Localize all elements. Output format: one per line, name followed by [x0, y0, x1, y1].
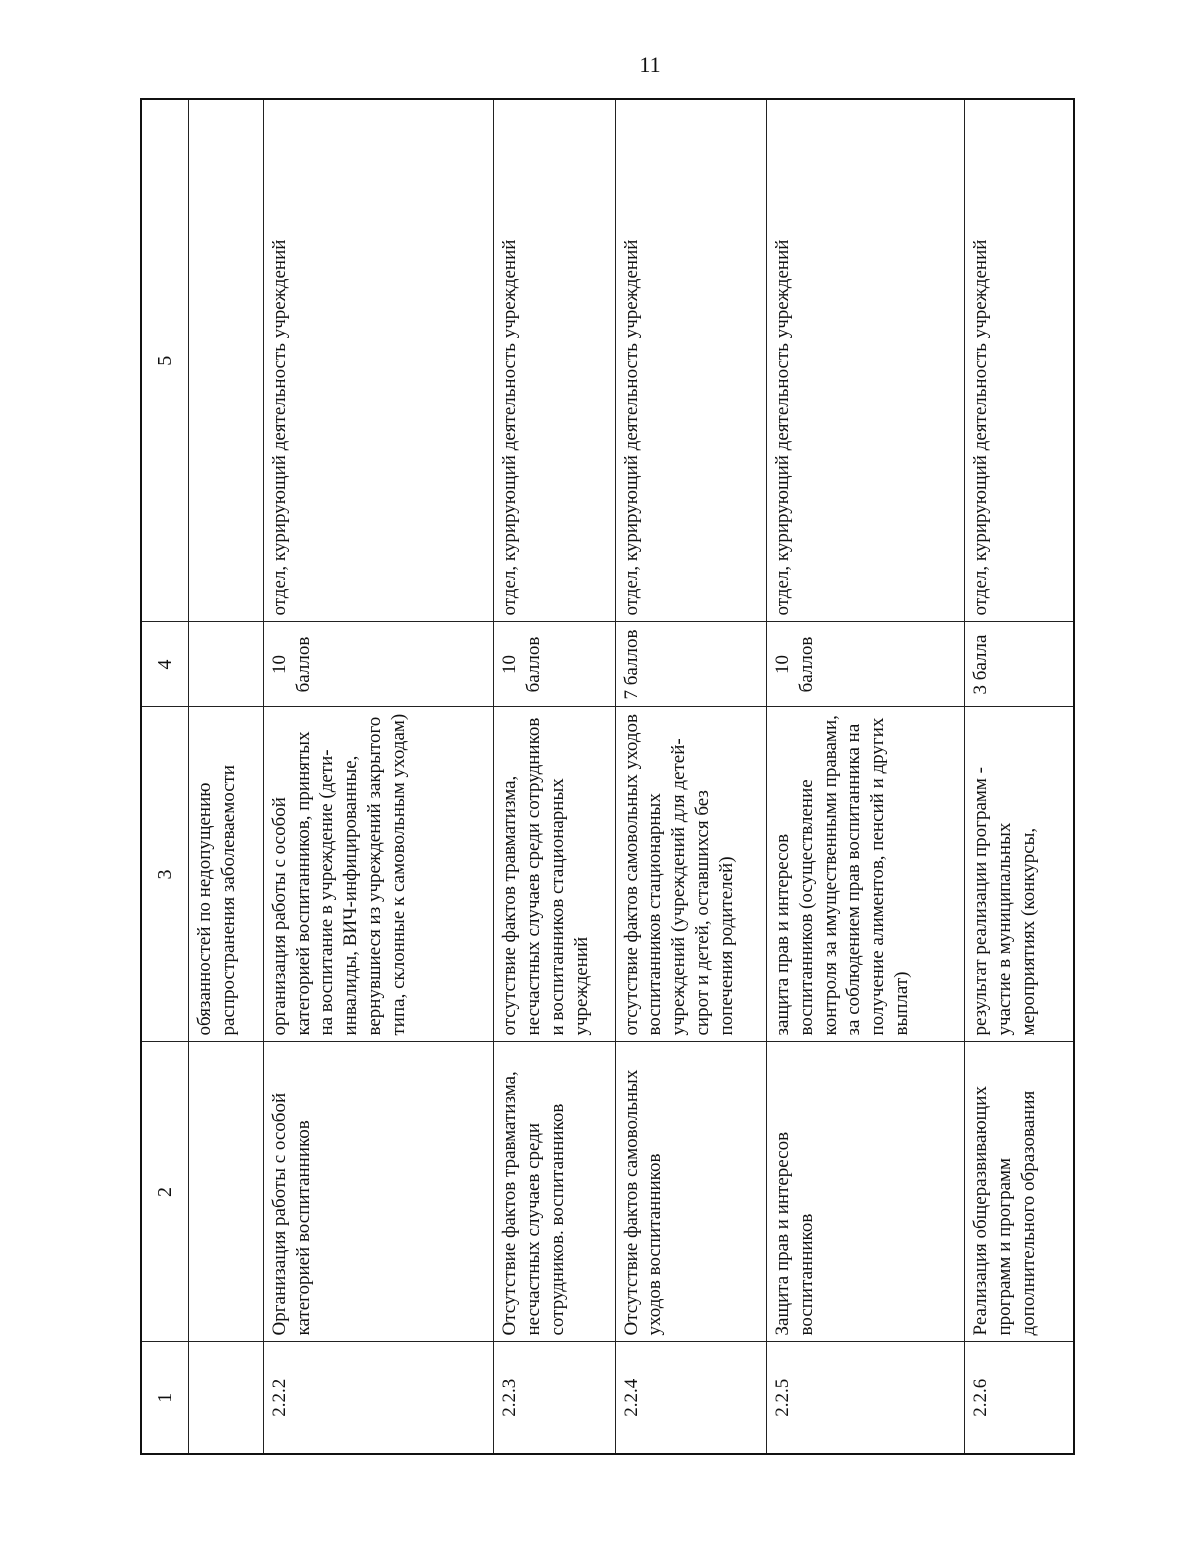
- cell-score: 10 баллов: [494, 622, 615, 707]
- table-row-continuation: [189, 99, 264, 1454]
- table-row: [965, 99, 1074, 1454]
- column-header: 3: [141, 707, 189, 1042]
- cell-indicator: Отсутствие фактов травматизма, несчастных случаев среди сотрудников. воспитанников: [494, 1042, 615, 1342]
- table-row: [494, 99, 615, 1454]
- page-number: 11: [639, 52, 661, 77]
- cell-indicator: Организация работы с особой категорией воспитанников: [263, 1042, 493, 1342]
- cell-responsible: отдел, курирующий деятельность учреждений: [615, 99, 767, 622]
- cell-responsible: [189, 99, 264, 622]
- cell-criteria: организация работы с особой категорией воспитанников, принятых на воспитание в учреждение (дети-инвалиды, ВИЧ-инфицированные, вернувшиеся из учреждений закрытого типа, склонные к самовольным уходам): [263, 707, 493, 1042]
- table-header-row: [141, 99, 189, 1454]
- cell-criteria: обязанностей по недопущению распространения заболеваемости: [189, 707, 264, 1042]
- cell-criteria: результат реализации программ - участие в муниципальных мероприятиях (конкурсы,: [965, 707, 1074, 1042]
- cell-criteria: защита прав и интересов воспитанников (осуществление контроля за имущественными правами, за соблюдением прав воспитанника на получение алиментов, пенсий и других выплат): [767, 707, 965, 1042]
- column-header: 4: [141, 622, 189, 707]
- column-header: 5: [141, 99, 189, 622]
- table-row: [767, 99, 965, 1454]
- cell-criteria: отсутствие фактов травматизма, несчастных случаев среди сотрудников и воспитанников стационарных учреждений: [494, 707, 615, 1042]
- cell-number: 2.2.5: [767, 1342, 965, 1454]
- cell-score: [189, 622, 264, 707]
- table-row: [263, 99, 493, 1454]
- cell-number: 2.2.6: [965, 1342, 1074, 1454]
- table-row: [615, 99, 767, 1454]
- cell-score: 3 балла: [965, 622, 1074, 707]
- cell-responsible: отдел, курирующий деятельность учреждений: [263, 99, 493, 622]
- cell-responsible: отдел, курирующий деятельность учреждений: [965, 99, 1074, 622]
- cell-score: 7 баллов: [615, 622, 767, 707]
- cell-number: 2.2.2: [263, 1342, 493, 1454]
- cell-number: 2.2.4: [615, 1342, 767, 1454]
- cell-number: 2.2.3: [494, 1342, 615, 1454]
- cell-indicator: Защита прав и интересов воспитанников: [767, 1042, 965, 1342]
- column-header: 2: [141, 1042, 189, 1342]
- cell-score: 10 баллов: [767, 622, 965, 707]
- cell-number: [189, 1342, 264, 1454]
- column-header: 1: [141, 1342, 189, 1454]
- cell-indicator: Реализация общеразвивающих программ и программ дополнительного образования: [965, 1042, 1074, 1342]
- cell-indicator: Отсутствие фактов самовольных уходов воспитанников: [615, 1042, 767, 1342]
- cell-responsible: отдел, курирующий деятельность учреждений: [767, 99, 965, 622]
- criteria-table: [140, 98, 1075, 1455]
- cell-responsible: отдел, курирующий деятельность учреждений: [494, 99, 615, 622]
- rotated-table-container: [140, 100, 1075, 1455]
- cell-indicator: [189, 1042, 264, 1342]
- cell-score: 10 баллов: [263, 622, 493, 707]
- cell-criteria: отсутствие фактов самовольных уходов воспитанников стационарных учреждений (учреждений для детей-сирот и детей, оставшихся без попечения родителей): [615, 707, 767, 1042]
